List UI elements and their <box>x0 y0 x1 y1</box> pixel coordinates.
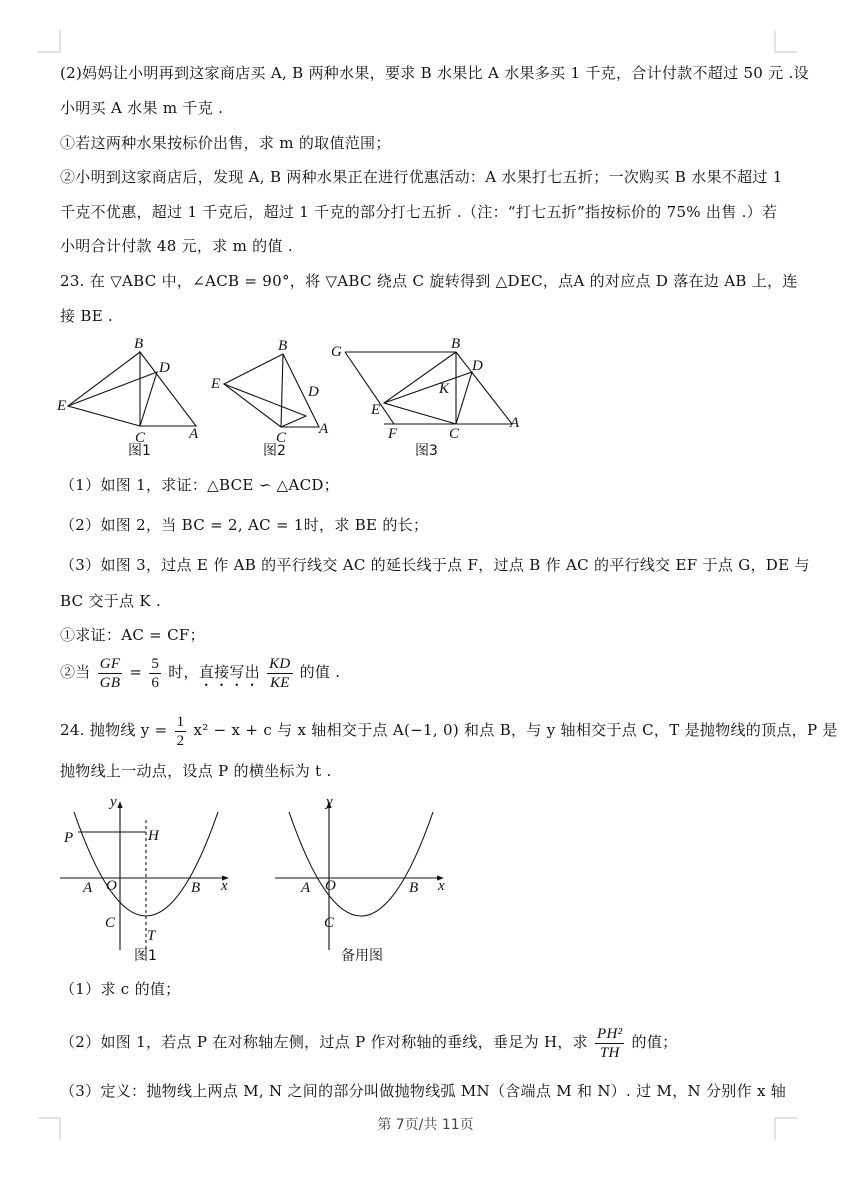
frac-den: GB <box>99 674 121 691</box>
fig3-label-A: A <box>510 415 520 431</box>
q24-frac-ph2-th <box>595 1025 624 1062</box>
fig1-label-C: C <box>135 430 146 446</box>
par2-label-C: C <box>324 915 335 931</box>
par1-label-A: A <box>83 880 93 896</box>
fig1-label-E: E <box>57 398 67 414</box>
q23-p3ii-post: 的值 . <box>299 663 341 681</box>
fig2-label-C: C <box>276 430 287 446</box>
q24-part2 <box>60 1020 780 1064</box>
q23-figure2-lines <box>224 354 319 427</box>
q24-stem-line1 <box>60 708 838 752</box>
q24-fig2-caption: 备用图 <box>341 948 383 964</box>
q24-part1: （1）求 c 的值； <box>60 980 181 998</box>
fig3-label-G: G <box>331 344 342 360</box>
q23-p3ii-mid: 时， <box>168 663 199 681</box>
q23-part3-line1: （3）如图 3，过点 E 作 AB 的平行线交 AC 的延长线于点 F，过点 B 作 AC 的平行线交 EF 于点 G，DE 与 <box>60 556 810 574</box>
q24-stem-pre: 24. 抛物线 y = <box>60 721 168 739</box>
fig3-label-D: D <box>472 358 483 374</box>
q23-p3ii-pre: ②当 <box>60 663 91 681</box>
par1-label-y: y <box>110 794 117 810</box>
fig2-label-E: E <box>211 376 221 392</box>
q24-figures <box>0 790 851 965</box>
q23-stem-line2: 接 BE . <box>60 307 114 325</box>
q23-fig2-caption: 图2 <box>263 443 286 459</box>
par1-label-x: x <box>221 878 228 894</box>
par2-label-y: y <box>326 794 333 810</box>
frac-num: GF <box>99 655 121 672</box>
q24-stem-post: x² − x + c 与 x 轴相交于点 A(−1, 0) 和点 B，与 y 轴相交于点 C，T 是抛物线的顶点，P 是 <box>193 721 838 739</box>
fig3-label-K: K <box>439 381 450 397</box>
frac-den: KE <box>269 674 290 691</box>
q23-fig3-caption: 图3 <box>415 443 438 459</box>
par1-label-O: O <box>106 878 117 894</box>
par1-label-C: C <box>105 915 116 931</box>
frac-num: 1 <box>176 713 185 730</box>
frac-num: PH² <box>597 1025 623 1042</box>
q23-part3-sub2 <box>60 652 780 692</box>
page-footer: 第 7页/共 11页 <box>377 1117 474 1133</box>
fig1-label-B: B <box>134 336 144 352</box>
frac-num: KD <box>269 655 291 672</box>
fig2-label-B: B <box>278 338 288 354</box>
fig3-label-E: E <box>371 402 381 418</box>
par1-label-P: P <box>64 830 74 846</box>
fig2-label-A: A <box>319 421 329 437</box>
q23-part3-line2: BC 交于点 K . <box>60 592 162 610</box>
par2-label-x: x <box>438 878 445 894</box>
q22-part2-line2: 小明买 A 水果 m 千克 . <box>60 99 224 117</box>
par1-label-H: H <box>148 828 159 844</box>
par1-label-B: B <box>191 880 201 896</box>
par2-label-B: B <box>409 880 419 896</box>
q23-part1: （1）如图 1，求证：△BCE ∽ △ACD； <box>60 476 339 494</box>
q23-frac-5-6 <box>149 655 161 692</box>
frac-den: 6 <box>151 674 160 691</box>
q23-part3-sub1: ①求证：AC = CF； <box>60 626 205 644</box>
frac-den: 2 <box>176 732 185 749</box>
fig3-label-C: C <box>449 426 460 442</box>
q23-figure1-lines <box>68 352 196 426</box>
q22-part2-sub2-line3: 小明合计付款 48 元，求 m 的值 . <box>60 237 293 255</box>
q24-stem-line2: 抛物线上一动点，设点 P 的横坐标为 t . <box>60 762 332 780</box>
q22-part2-sub2-line1: ②小明到这家商店后，发现 A, B 两种水果正在进行优惠活动：A 水果打七五折；一次购买 B 水果不超过 1 <box>60 168 783 186</box>
q24-p2-pre: （2）如图 1，若点 P 在对称轴左侧，过点 P 作对称轴的垂线，垂足为 H，求 <box>60 1033 588 1051</box>
par1-label-T: T <box>147 928 156 944</box>
q24-fig1-caption: 图1 <box>134 948 157 964</box>
frac-num: 5 <box>151 655 160 672</box>
q24-part3: （3）定义：抛物线上两点 M, N 之间的部分叫做抛物线弧 MN（含端点 M 和 N）. 过 M，N 分别作 x 轴 <box>60 1082 787 1100</box>
q22-part2-line1: (2)妈妈让小明再到这家商店买 A, B 两种水果，要求 B 水果比 A 水果多买 1 千克，合计付款不超过 50 元 .设 <box>60 64 809 82</box>
fig1-label-D: D <box>159 360 170 376</box>
q23-frac-gf-gb <box>98 655 123 692</box>
fig3-label-F: F <box>388 426 398 442</box>
q23-frac-kd-ke <box>267 655 292 692</box>
par2-label-A: A <box>301 880 311 896</box>
q23-p3ii-emphasis: 直接写出 <box>198 663 261 681</box>
q23-p3ii-eq: = <box>129 663 143 681</box>
q23-stem-line1: 23. 在 ▽ABC 中，∠ACB = 90°，将 ▽ABC 绕点 C 旋转得到 △DEC，点A 的对应点 D 落在边 AB 上，连 <box>60 272 798 290</box>
q23-fig1-caption: 图1 <box>128 443 151 459</box>
fig2-label-D: D <box>308 384 319 400</box>
fig1-label-A: A <box>189 426 199 442</box>
fig3-label-B: B <box>451 336 461 352</box>
q22-part2-sub1: ①若这两种水果按标价出售，求 m 的取值范围； <box>60 134 391 152</box>
q23-figures <box>0 330 851 460</box>
q23-part2: （2）如图 2，当 BC = 2, AC = 1时，求 BE 的长； <box>60 516 429 534</box>
q24-frac-half <box>175 713 187 750</box>
par2-label-O: O <box>325 878 336 894</box>
q24-p2-post: 的值； <box>631 1033 678 1051</box>
q22-part2-sub2-line2: 千克不优惠，超过 1 千克后，超过 1 千克的部分打七五折 .（注：“打七五折”指按标价的 75% 出售 .）若 <box>60 203 778 221</box>
frac-den: TH <box>599 1044 620 1061</box>
